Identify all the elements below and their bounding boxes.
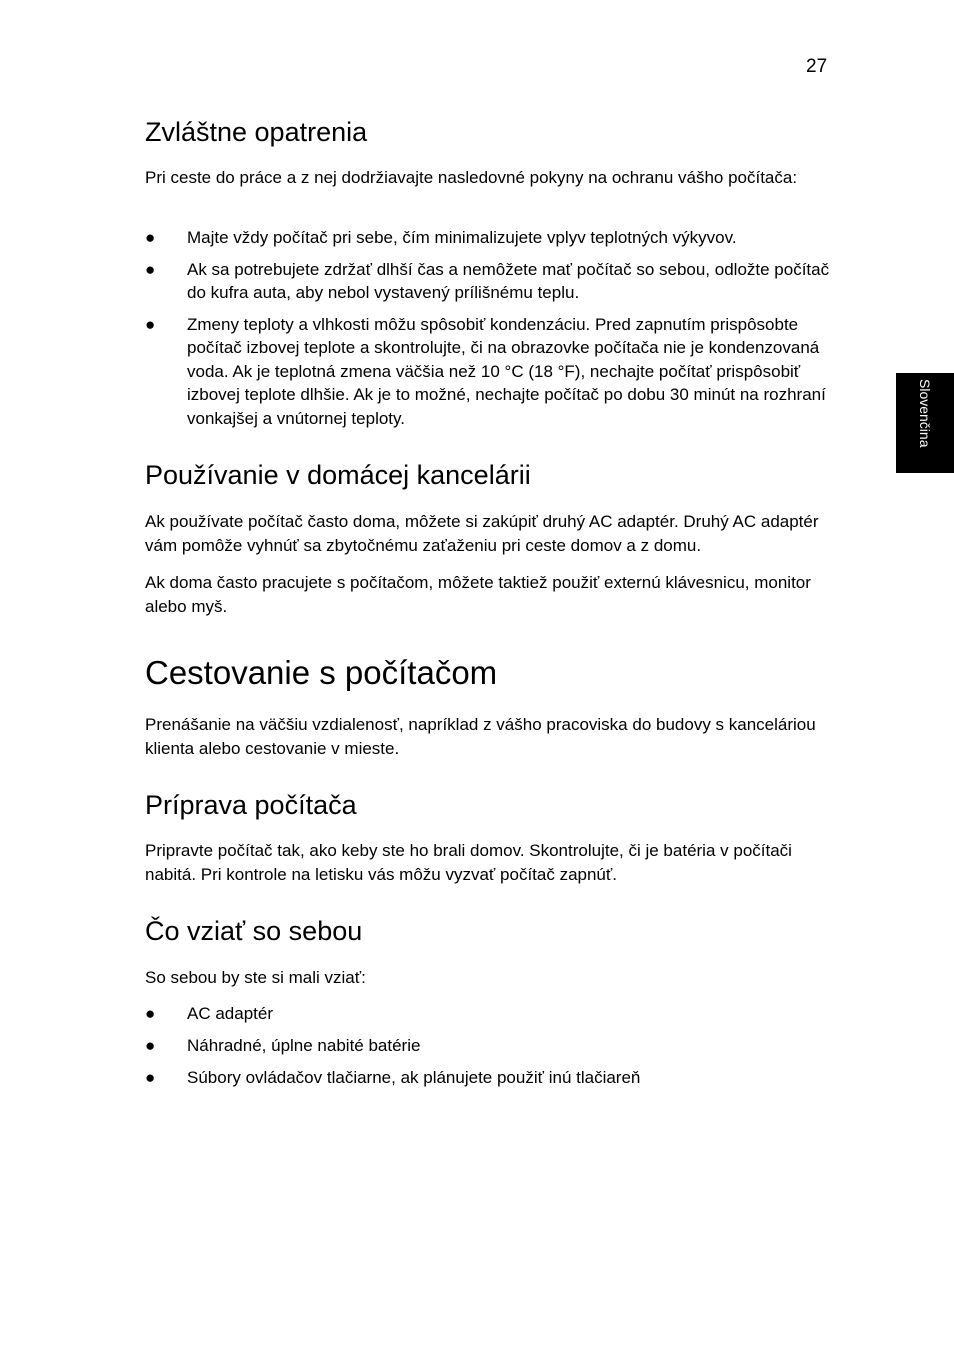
section-heading-what-to-take: Čo vziať so sebou — [145, 916, 363, 946]
bullet-icon: ● — [145, 314, 156, 334]
list-item: ● Náhradné, úplne nabité batérie — [145, 1034, 835, 1058]
home-office-paragraph-1: Ak používate počítač často doma, môžete si zakúpiť druhý AC adaptér. Druhý AC adaptér vám pomôže vyhnúť sa zbytočnému zaťaženiu pri ceste domov a z domu. — [145, 512, 819, 555]
bullet-icon: ● — [145, 1004, 156, 1023]
list-item: ● AC adaptér — [145, 1002, 835, 1026]
what-to-take-intro: So sebou by ste si mali vziať: — [145, 968, 366, 987]
bullet-icon: ● — [145, 259, 156, 279]
language-side-tab-label: Slovenčina — [917, 379, 933, 448]
section-heading-preparation: Príprava počítača — [145, 790, 357, 820]
section-heading-home-office: Používanie v domácej kancelárii — [145, 460, 531, 490]
chapter-heading-traveling: Cestovanie s počítačom — [145, 654, 498, 691]
language-side-tab — [896, 373, 954, 473]
bullet-icon: ● — [145, 228, 156, 247]
section-heading-special-precautions: Zvláštne opatrenia — [145, 117, 368, 147]
list-item: ● Zmeny teploty a vlhkosti môžu spôsobiť kondenzáciu. Pred zapnutím prispôsobte počítač izbovej teplote a skontrolujte, či na obrazovke počítača nie je kondenzovaná voda. Ak je teplotná zmena väčšia než 10 °C (18 °F), nechajte počítať prispôsobiť izbovej teplote dlhšie. Ak je to možné, nechajte počítač po dobu 30 minút na rozhraní vonkajšej a vnútornej teploty. — [145, 314, 826, 428]
bullet-icon: ● — [145, 1068, 156, 1087]
bullet-icon: ● — [145, 1036, 156, 1055]
special-precautions-intro: Pri ceste do práce a z nej dodržiavajte nasledovné pokyny na ochranu vášho počítača: — [145, 168, 798, 187]
home-office-paragraph-2: Ak doma často pracujete s počítačom, môžete taktiež použiť externú klávesnicu, monitor alebo myš. — [145, 573, 811, 616]
page-number: 27 — [806, 56, 828, 77]
list-item: ● Súbory ovládačov tlačiarne, ak plánujete použiť inú tlačiareň — [145, 1066, 835, 1090]
traveling-intro: Prenášanie na väčšiu vzdialenosť, napríklad z vášho pracoviska do budovy s kanceláriou klienta alebo cestovanie v mieste. — [145, 715, 816, 758]
special-precautions-list — [145, 226, 835, 430]
preparation-text: Pripravte počítač tak, ako keby ste ho brali domov. Skontrolujte, či je batéria v počítači nabitá. Pri kontrole na letisku vás môžu vyzvať počítač zapnúť. — [145, 841, 792, 884]
list-item: ● Ak sa potrebujete zdržať dlhší čas a nemôžete mať počítač so sebou, odložte počítač do kufra auta, aby nebol vystavený prílišnému teplu. — [145, 259, 830, 302]
what-to-take-list — [145, 1002, 835, 1090]
list-item: ● Majte vždy počítač pri sebe, čím minimalizujete vplyv teplotných výkyvov. — [145, 226, 835, 250]
